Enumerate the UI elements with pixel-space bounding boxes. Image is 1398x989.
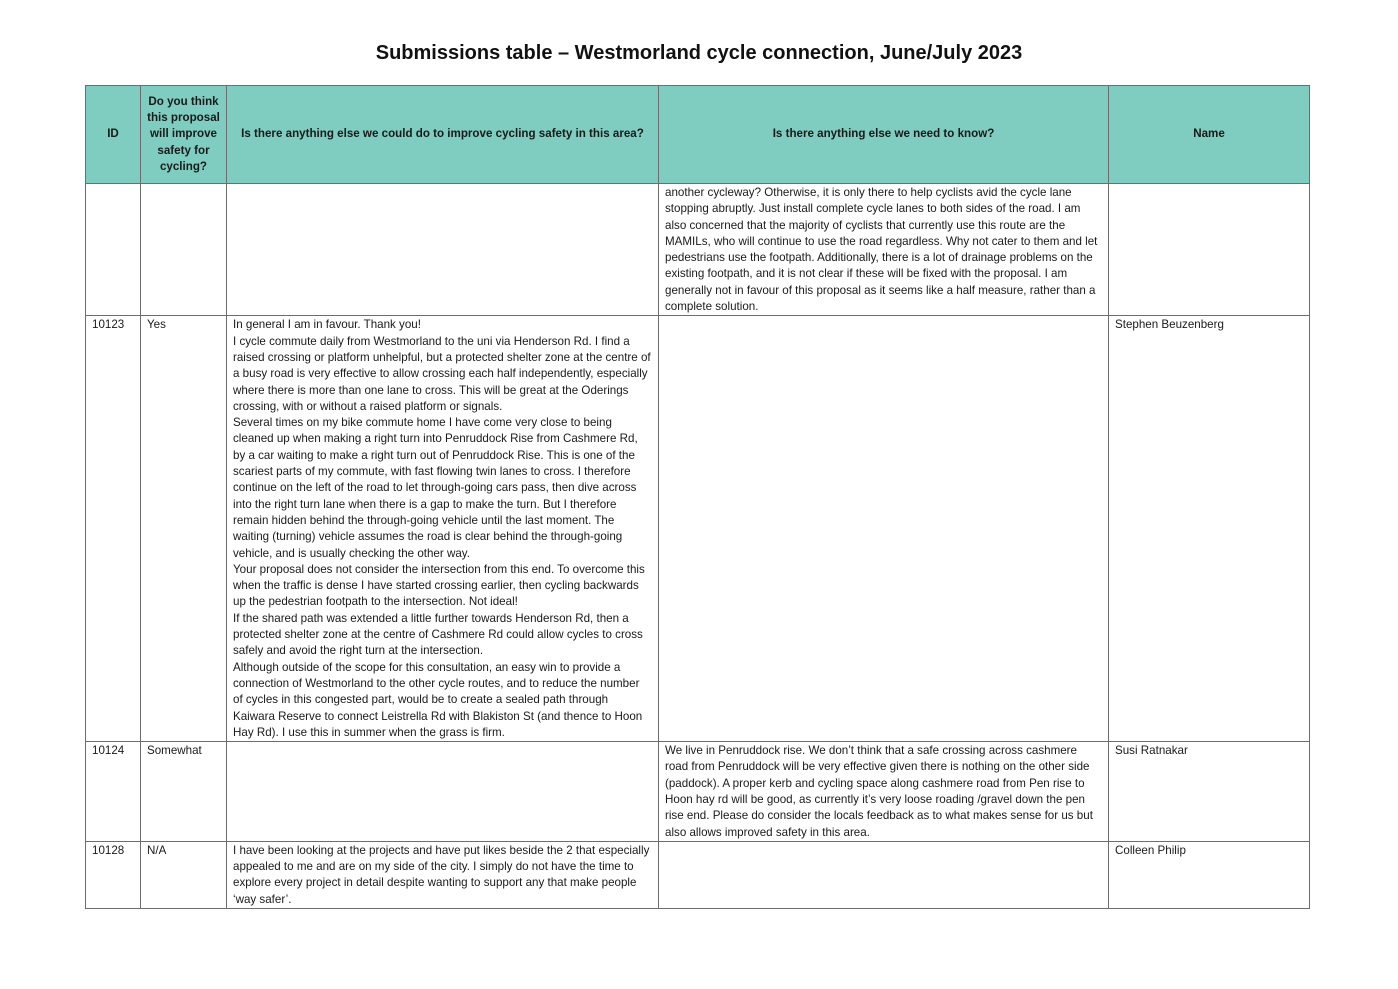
header-anything-else-know: Is there anything else we need to know?	[659, 86, 1109, 184]
cell-anything-else-know	[659, 841, 1109, 908]
cell-anything-else-cycling: I have been looking at the projects and have put likes beside the 2 that especially appealed to me and are on my side of the city. I simply do not have the time to explore every project in detail despite wanting to support any that make people ‘way safer’.	[227, 841, 659, 908]
cell-anything-else-cycling	[227, 184, 659, 316]
cell-improve-safety: Somewhat	[141, 742, 227, 842]
table-row	[86, 184, 1310, 316]
cell-anything-else-know: We live in Penruddock rise. We don’t think that a safe crossing across cashmere road from Penruddock will be very effective given there is nothing on the other side (paddock). A proper kerb and cycling space along cashmere road from Pen rise to Hoon hay rd will be good, as currently it’s very loose roading /gravel down the pen rise end. Please do consider the locals feedback as to what makes sense for us but also allows improved safety in this area.	[659, 742, 1109, 842]
cell-anything-else-know: another cycleway? Otherwise, it is only there to help cyclists avid the cycle lane stopping abruptly. Just install complete cycle lanes to both sides of the road. I am also concerned that the majority of cyclists that currently use this route are the MAMILs, who will continue to use the road regardless. Why not cater to them and let pedestrians use the footpath. Additionally, there is a lot of drainage problems on the existing footpath, and it is not clear if these will be fixed with the proposal. I am generally not in favour of this proposal as it seems like a half measure, rather than a complete solution.	[659, 184, 1109, 316]
table-row	[86, 316, 1310, 742]
cell-id	[86, 184, 141, 316]
cell-anything-else-cycling	[227, 742, 659, 842]
cell-anything-else-know	[659, 316, 1109, 742]
cell-improve-safety: N/A	[141, 841, 227, 908]
header-id: ID	[86, 86, 141, 184]
comment-paragraph: If the shared path was extended a little further towards Henderson Rd, then a protected shelter zone at the centre of Cashmere Rd could allow cycles to cross safely and avoid the right turn at the intersection.	[233, 611, 643, 658]
cell-improve-safety	[141, 184, 227, 316]
header-improve-safety: Do you think this proposal will improve safety for cycling?	[141, 86, 227, 184]
comment-paragraph: Your proposal does not consider the intersection from this end. To overcome this when the traffic is dense I have started crossing earlier, then cycling backwards up the pedestrian footpath to the intersection. Not ideal!	[233, 562, 645, 609]
cell-name: Susi Ratnakar	[1109, 742, 1310, 842]
header-name: Name	[1109, 86, 1310, 184]
submissions-table	[85, 85, 1310, 909]
comment-paragraph: In general I am in favour. Thank you!	[233, 318, 421, 332]
cell-anything-else-cycling	[227, 316, 659, 742]
comment-paragraph: I cycle commute daily from Westmorland to the uni via Henderson Rd. I find a raised crossing or platform unhelpful, but a protected shelter zone at the centre of a busy road is very effective to allow crossing each half independently, especially where there is more than one lane to cross. This will be great at the Oderings crossing, with or without a raised platform or signals.	[233, 334, 651, 413]
cell-id: 10123	[86, 316, 141, 742]
comment-paragraph: Several times on my bike commute home I have come very close to being cleaned up when making a right turn into Penruddock Rise from Cashmere Rd, by a car waiting to make a right turn out of Penruddock Rise. This is one of the scariest parts of my commute, with fast flowing twin lanes to cross. I therefore continue on the left of the road to let through-going cars pass, then dive across into the right turn lane when there is a gap to make the turn. But I therefore remain hidden behind the through-going vehicle until the last moment. The waiting (turning) vehicle assumes the road is clear behind the through-going vehicle, and is usually checking the other way.	[233, 416, 638, 560]
cell-improve-safety: Yes	[141, 316, 227, 742]
cell-name: Stephen Beuzenberg	[1109, 316, 1310, 742]
comment-paragraph: Although outside of the scope for this consultation, an easy win to provide a connection of Westmorland to the other cycle routes, and to reduce the number of cycles in this congested part, would be to create a sealed path through Kaiwara Reserve to connect Leistrella Rd with Blakiston St (and thence to Hoon Hay Rd). I use this in summer when the grass is firm.	[233, 660, 643, 739]
table-header-row	[86, 86, 1310, 184]
page-title: Submissions table – Westmorland cycle connection, June/July 2023	[375, 42, 1023, 64]
cell-id: 10124	[86, 742, 141, 842]
cell-id: 10128	[86, 841, 141, 908]
table-row	[86, 841, 1310, 908]
table-row	[86, 742, 1310, 842]
cell-name	[1109, 184, 1310, 316]
cell-name: Colleen Philip	[1109, 841, 1310, 908]
header-anything-else-cycling: Is there anything else we could do to improve cycling safety in this area?	[227, 86, 659, 184]
